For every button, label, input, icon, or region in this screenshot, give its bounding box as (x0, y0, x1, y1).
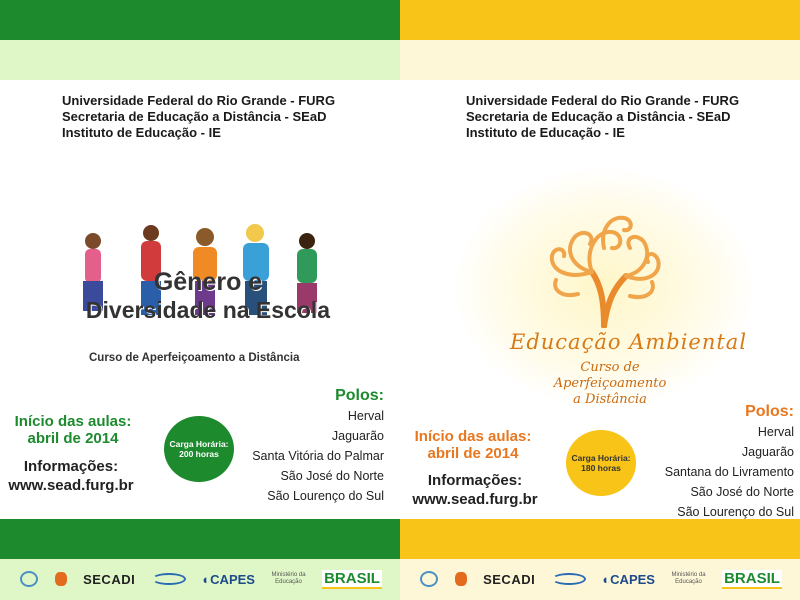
start-date (408, 428, 538, 462)
workload-label: Carga Horária: (169, 439, 229, 449)
start-date-value: abril de 2014 (27, 430, 119, 447)
institution-header (62, 93, 335, 141)
government-emblem-logo (55, 572, 67, 586)
start-date (8, 413, 138, 447)
polos-list (574, 402, 794, 522)
header-line-3: Instituto de Educação - IE (62, 125, 221, 140)
mec-logo (672, 572, 706, 586)
title-line-1: Gênero e (153, 268, 263, 296)
info-url: www.sead.furg.br (8, 477, 134, 494)
header-line-1: Universidade Federal do Rio Grande - FURG (62, 93, 336, 108)
mec-logo-line-1: Ministério da (271, 572, 306, 578)
subtitle-line-2: a Distância (573, 392, 647, 407)
institution-header (466, 93, 739, 141)
polos-title: Polos: (335, 387, 384, 404)
top-light-green-band (0, 40, 400, 80)
polos-list (164, 386, 384, 506)
header-line-3: Instituto de Educação - IE (466, 125, 625, 140)
info-block (0, 457, 146, 495)
workload-label: Carga Horária: (571, 453, 631, 463)
brasil-logo: BRASIL (324, 569, 380, 587)
polo-item: São Lourenço do Sul (267, 489, 384, 503)
course-title-genero (78, 268, 338, 324)
mec-logo-line-2: Educação (675, 579, 702, 585)
uab-logo (152, 573, 186, 585)
mec-logo-line-2: Educação (275, 579, 302, 585)
polo-item: Herval (757, 425, 794, 439)
mec-logo (272, 572, 306, 586)
header-line-2: Secretaria de Educação a Distância - SEaD (62, 109, 327, 124)
capes-logo: ◐CAPES (602, 571, 655, 587)
start-date-label: Início das aulas: (414, 428, 532, 445)
polo-item: Jaguarão (331, 429, 384, 443)
sponsor-logos (0, 566, 400, 592)
start-date-label: Início das aulas: (14, 413, 132, 430)
header-line-2: Secretaria de Educação a Distância - SEaD (466, 109, 731, 124)
course-title-ambiental: Educação Ambiental (510, 330, 748, 354)
uab-logo (552, 573, 586, 585)
course-subtitle: Curso de Aperfeiçoamento a Distância (89, 352, 300, 364)
top-green-band (0, 0, 400, 40)
title-line-2: Diversidade na Escola (85, 297, 331, 323)
polo-item: São José do Norte (690, 485, 794, 499)
info-block (400, 471, 550, 509)
top-yellow-band (400, 0, 800, 40)
furg-logo (420, 571, 438, 587)
tree-trunk-right (604, 276, 626, 326)
polo-item: São Lourenço do Sul (677, 505, 794, 519)
polo-item: Santana do Livramento (664, 465, 794, 479)
polo-item: Santa Vitória do Palmar (252, 449, 384, 463)
government-emblem-logo (455, 572, 467, 586)
start-date-value: abril de 2014 (427, 445, 519, 462)
info-url: www.sead.furg.br (412, 491, 538, 508)
polo-item: São José do Norte (280, 469, 384, 483)
secadi-logo: SECADI (83, 571, 136, 587)
mec-logo-line-1: Ministério da (671, 572, 706, 578)
workload-value: 200 horas (179, 449, 219, 459)
brasil-logo: BRASIL (724, 569, 780, 587)
polos-title: Polos: (745, 403, 794, 420)
info-label: Informações: (427, 472, 523, 489)
polo-item: Herval (347, 409, 384, 423)
course-subtitle (530, 360, 690, 408)
secadi-logo: SECADI (483, 571, 536, 587)
subtitle-line-1: Curso de Aperfeiçoamento (553, 360, 667, 391)
bottom-yellow-band (400, 519, 800, 559)
tree-trunk (592, 272, 604, 326)
capes-logo-text: CAPES (610, 571, 655, 587)
capes-logo: ◐CAPES (202, 571, 255, 587)
workload-value: 180 horas (581, 463, 621, 473)
tree-illustration (534, 208, 674, 328)
bottom-green-band (0, 519, 400, 559)
top-light-yellow-band (400, 40, 800, 80)
right-poster (400, 0, 800, 600)
polo-item: Jaguarão (741, 445, 794, 459)
info-label: Informações: (23, 458, 119, 475)
capes-logo-text: CAPES (210, 571, 255, 587)
header-line-1: Universidade Federal do Rio Grande - FURG (466, 93, 740, 108)
sponsor-logos (400, 566, 800, 592)
furg-logo (20, 571, 38, 587)
